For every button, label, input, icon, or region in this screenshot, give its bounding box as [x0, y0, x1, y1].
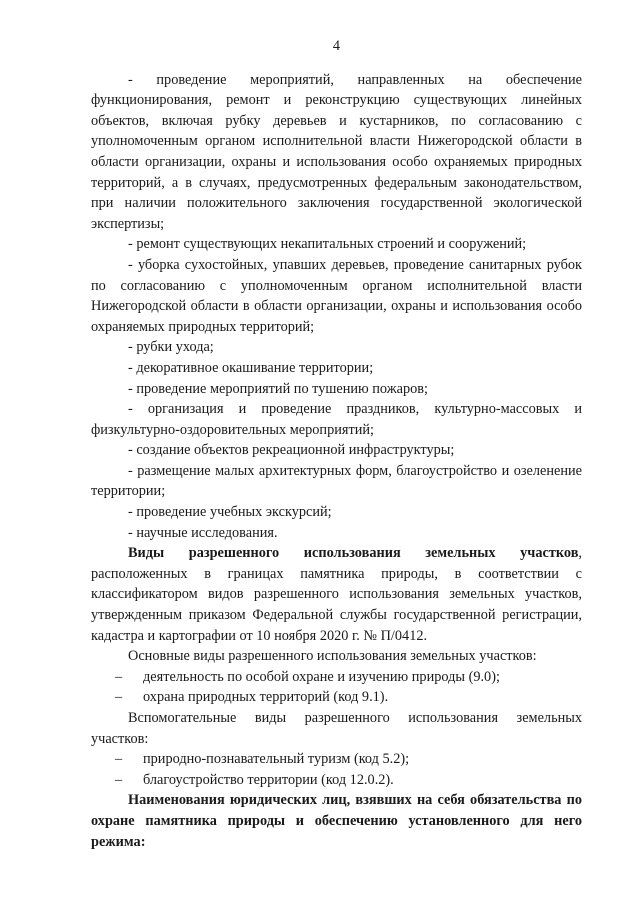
list-item-firefighting: - проведение мероприятий по тушению пожаров; [128, 380, 428, 397]
main-use-item: – деятельность по особой охране и изучению природы (9.0); [91, 667, 582, 688]
aux-use-item: – природно-познавательный туризм (код 5.2); [91, 749, 582, 770]
permitted-use-paragraph [91, 543, 582, 646]
dash-marker: – [115, 668, 123, 685]
list-item-architecture: - размещение малых архитектурных форм, благоустройство и озеленение территории; [91, 462, 582, 500]
list-item-research: - научные исследования. [128, 524, 278, 541]
list-item-linear-objects: - проведение мероприятий, направленных на обеспечение функционирования, ремонт и реконструкцию существующих линейных объектов, включая рубку деревьев и кустарников, по согласованию с уполномоченным органом исполнительной власти Нижегородской области в области организации, охраны и использования особо охраняемых природных территорий, а в случаях, предусмотренных федеральным законодательством, при наличии положительного заключения государственной экологической экспертизы; [91, 71, 582, 232]
list-item-thinning: - рубки ухода; [128, 339, 214, 356]
permitted-use-title: Виды разрешенного использования земельных участков [128, 545, 579, 562]
main-uses-heading: Основные виды разрешенного использования земельных участков: [128, 648, 537, 665]
aux-use-item: – благоустройство территории (код 12.0.2). [91, 770, 582, 791]
main-use-item: – охрана природных территорий (код 9.1). [91, 687, 582, 708]
dash-marker: – [115, 689, 123, 706]
list-item-cleanup: - уборка сухостойных, упавших деревьев, проведение санитарных рубок по согласованию с уполномоченным органом исполнительной власти Нижегородской области в области организации, охраны и использования особо охраняемых природных территорий; [91, 256, 582, 335]
list-item-excursions: - проведение учебных экскурсий; [128, 504, 332, 521]
legal-entities-heading: Наименования юридических лиц, взявших на себя обязательства по охране памятника природы и обеспечению установленного для него режима: [91, 792, 582, 850]
aux-uses-heading: Вспомогательные виды разрешенного использования земельных участков: [91, 710, 582, 747]
permitted-use-text: , расположенных в границах памятника природы, в соответствии с классификатором видов разрешенного использования земельных участков, утвержденным приказом Федеральной службы государственной регистрации, кадастра и картографии от 10 ноября 2020 г. № П/0412. [91, 545, 582, 644]
list-item-repair: - ремонт существующих некапитальных строений и сооружений; [128, 236, 527, 253]
dash-marker: – [115, 771, 123, 788]
dash-marker: – [115, 751, 123, 768]
list-item-mowing: - декоративное окашивание территории; [128, 359, 374, 376]
page-number: 4 [332, 38, 341, 54]
list-item-recreation: - создание объектов рекреационной инфраструктуры; [128, 442, 455, 459]
list-item-events: - организация и проведение праздников, культурно-массовых и физкультурно-оздоровительных мероприятий; [91, 401, 582, 438]
